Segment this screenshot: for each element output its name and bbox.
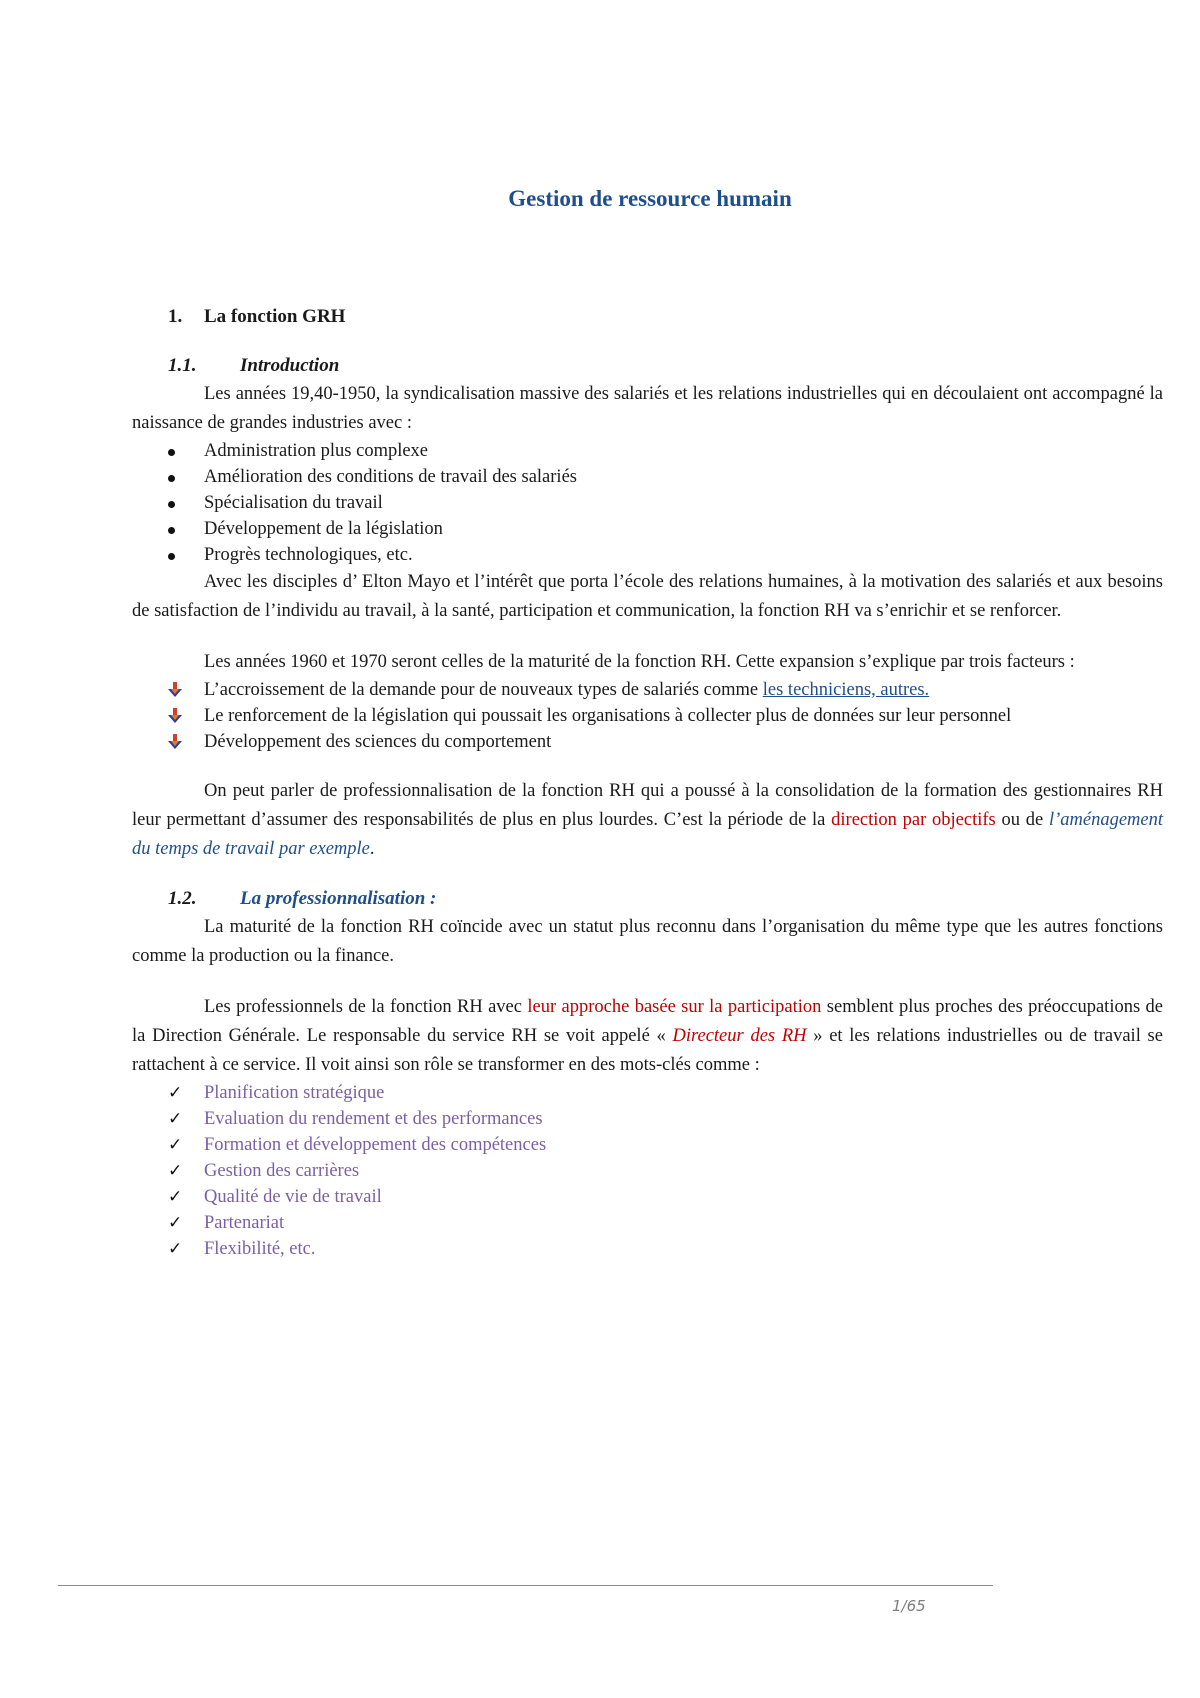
subsection-heading-1-1 [132, 351, 1163, 380]
paragraph-text: Les professionnels de la fonction RH avec [204, 997, 528, 1017]
paragraph-text: » et les relations industrielles ou de travail se rattachent à ce service. Il voit ainsi son rôle se transformer en des mots-clés comme : [132, 1026, 1163, 1075]
highlight-text: direction par objectifs [831, 810, 996, 830]
arrow-bullet-icon [168, 677, 188, 706]
paragraph-text: ou de [995, 810, 1049, 830]
paragraph-text: On peut parler de professionnalisation de la fonction RH qui a poussé à la consolidation de la formation des gestionnaires RH leur permettant d’assumer des responsabilités de plus en plus lourdes. C’est la période de la [132, 781, 1163, 830]
list-item [132, 490, 1163, 516]
list-item [132, 703, 1163, 729]
checkmark-icon: ✓ [168, 1083, 183, 1103]
list-item-text: Formation et développement des compétences [204, 1135, 547, 1155]
list-item-text: Qualité de vie de travail [204, 1187, 382, 1207]
checkmark-icon: ✓ [168, 1239, 183, 1259]
highlight-text: leur approche basée sur la participation [527, 997, 822, 1017]
page-title: Gestion de ressource humain [508, 186, 792, 211]
section-heading-1 [168, 302, 1163, 331]
subsection-heading-1-2 [132, 884, 1163, 913]
page-number: 1/65 [892, 1597, 926, 1615]
section-title: La fonction GRH [204, 306, 346, 327]
list-item [132, 1158, 1163, 1184]
list-item-text: Amélioration des conditions de travail des salariés [204, 467, 577, 487]
subsection-title: Introduction [240, 355, 340, 376]
list-item-text: Le renforcement de la législation qui poussait les organisations à collecter plus de données sur leur personnel [204, 706, 1012, 726]
list-item [132, 1132, 1163, 1158]
list-item-text: Développement des sciences du comportement [204, 732, 552, 752]
list-item-text: L’accroissement de la demande pour de nouveaux types de salariés comme [204, 680, 763, 700]
paragraph: Les années 1960 et 1970 seront celles de la maturité de la fonction RH. Cette expansion s’explique par trois facteurs : [204, 652, 1075, 672]
checkmark-icon: ✓ [168, 1135, 183, 1155]
list-item [132, 464, 1163, 490]
list-item [132, 1080, 1163, 1106]
list-item-text: Partenariat [204, 1213, 285, 1233]
checkmark-icon: ✓ [168, 1187, 183, 1207]
bullet-icon [168, 464, 188, 490]
bullet-icon [168, 490, 188, 516]
list-item [132, 542, 1163, 568]
document-body [132, 302, 1163, 1262]
list-item-text: Développement de la législation [204, 519, 443, 539]
subsection-number: 1.2. [168, 888, 197, 909]
paragraph: Les années 19,40-1950, la syndicalisation massive des salariés et les relations industrielles qui en découlaient ont accompagné la naissance de grandes industries avec : [132, 384, 1163, 433]
footer-divider [58, 1585, 993, 1586]
list-item-text: Administration plus complexe [204, 441, 429, 461]
list-item [132, 677, 1163, 703]
bullet-icon [168, 438, 188, 464]
list-item [132, 729, 1163, 755]
list-item [132, 1106, 1163, 1132]
list-item-text: Gestion des carrières [204, 1161, 360, 1181]
list-item [132, 1184, 1163, 1210]
bullet-icon [168, 516, 188, 542]
bullet-list [132, 438, 1163, 568]
list-item [132, 1236, 1163, 1262]
arrow-bullet-icon [168, 729, 188, 758]
paragraph-text: . [369, 839, 375, 859]
techniciens-link[interactable]: les techniciens, autres. [762, 680, 930, 700]
checkmark-icon: ✓ [168, 1213, 183, 1233]
emphasis-text: Directeur des RH [672, 1026, 807, 1046]
list-item [132, 438, 1163, 464]
list-item-text: Spécialisation du travail [204, 493, 383, 513]
subsection-title: La professionnalisation : [240, 888, 437, 909]
paragraph [132, 993, 1163, 1080]
emphasis-text: l’aménagement du temps de travail par exemple [132, 810, 1164, 859]
list-item-text: Flexibilité, etc. [204, 1239, 316, 1259]
paragraph: Avec les disciples d’ Elton Mayo et l’intérêt que porta l’école des relations humaines, à la motivation des salariés et aux besoins de satisfaction de l’individu au travail, à la santé, participation et communication, la fonction RH va s’enrichir et se renforcer. [132, 572, 1163, 621]
subsection-number: 1.1. [168, 355, 197, 376]
paragraph-text: semblent plus proches des préoccupations de la Direction Générale. Le responsable du service RH se voit appelé « [132, 997, 1164, 1046]
list-item [132, 1210, 1163, 1236]
list-item-text: Evaluation du rendement et des performances [204, 1109, 543, 1129]
list-item [132, 516, 1163, 542]
paragraph: La maturité de la fonction RH coïncide avec un statut plus reconnu dans l’organisation du même type que les autres fonctions comme la production ou la finance. [132, 917, 1163, 966]
bullet-icon [168, 542, 188, 568]
list-item-text: Progrès technologiques, etc. [204, 545, 413, 565]
list-item-text: Planification stratégique [204, 1083, 385, 1103]
factor-list [132, 677, 1163, 755]
checkmark-icon: ✓ [168, 1161, 183, 1181]
keyword-list [132, 1080, 1163, 1262]
section-number: 1. [168, 306, 183, 327]
arrow-bullet-icon [168, 703, 188, 732]
paragraph [132, 777, 1163, 864]
checkmark-icon: ✓ [168, 1109, 183, 1129]
